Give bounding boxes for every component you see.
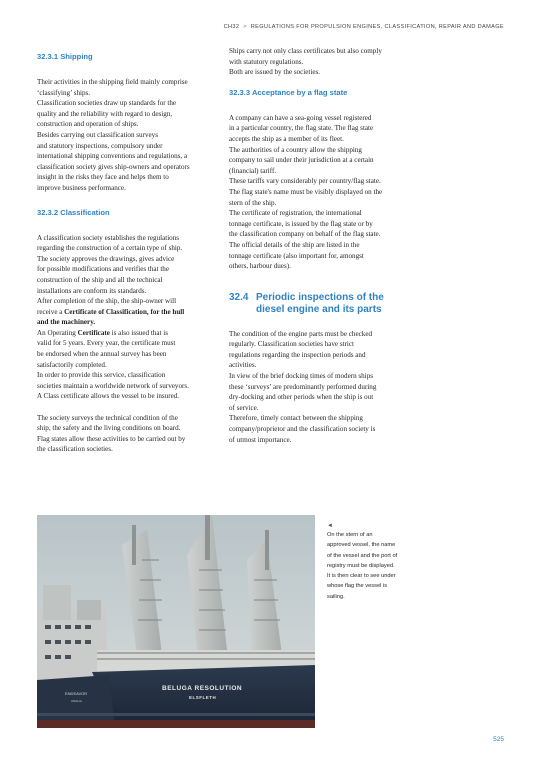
- page-number: 525: [493, 736, 504, 743]
- text-line: The condition of the engine parts must be checked: [229, 329, 373, 338]
- flag-state-paragraph: [229, 113, 422, 272]
- text-line: Flag states allow these activities to be carried out by: [37, 434, 186, 443]
- running-header: [104, 24, 504, 30]
- text-line: ‘classifying’ ships.: [37, 88, 91, 97]
- text-line: be endorsed when the annual survey has been: [37, 350, 167, 359]
- certificate-term: Certificate: [77, 328, 110, 337]
- text-line: stern of the ship.: [229, 198, 277, 207]
- text-line: Therefore, timely contact between the shipping: [229, 414, 363, 423]
- header-separator: >: [243, 24, 247, 30]
- chapter-title: REGULATIONS FOR PROPULSION ENGINES, CLASSIFICATION, REPAIR AND DAMAGE: [250, 24, 504, 30]
- heading-line: diesel engine and its parts: [256, 303, 382, 315]
- caption-line: registry must be displayed.: [327, 562, 395, 569]
- caption-line: whose flag the vessel is: [327, 583, 388, 590]
- caption-line: of the vessel and the port of: [327, 552, 398, 559]
- text-line: The authorities of a country allow the shipping: [229, 145, 362, 154]
- text-line: of service.: [229, 403, 259, 412]
- section-heading-shipping: 32.3.1 Shipping: [37, 52, 93, 61]
- text-line: (financial) tariff.: [229, 166, 277, 175]
- text-line: and statutory inspections, compulsory under: [37, 141, 163, 150]
- shipping-paragraph: [37, 77, 230, 194]
- text-line: company to sail under their jurisdiction at a certain: [229, 156, 374, 165]
- certificate-of-classification-term: Certificate of Classification, for the hull: [64, 307, 185, 316]
- text-line: quality and the reliability with regard to design,: [37, 109, 173, 118]
- text-line: Besides carrying out classification surveys: [37, 130, 158, 139]
- text-line: installations are conform its standards.: [37, 286, 147, 295]
- caption-line: sailing.: [327, 593, 345, 600]
- neighbour-ship-sub: ANGLIA: [71, 699, 83, 703]
- port-of-registry-painted: ELSFLETH: [189, 695, 217, 700]
- classification-paragraph: [37, 233, 230, 455]
- text-line: The society approves the drawings, gives advice: [37, 254, 175, 263]
- text-line: tonnage certificate, is issued by the flag state or by: [229, 219, 373, 228]
- text-line: Both are issued by the societies.: [229, 68, 321, 77]
- caption-line: On the stern of an: [327, 532, 373, 538]
- text-line: construction and operation of ships.: [37, 120, 139, 129]
- text-line: accepts the ship as a member of its fleet.: [229, 134, 344, 143]
- caption-arrow-icon: ◄: [327, 523, 333, 529]
- text-line: others, harbour dues).: [229, 262, 291, 271]
- section-heading-classification: 32.3.2 Classification: [37, 207, 110, 217]
- section-heading-periodic-inspections: [229, 292, 422, 316]
- text-line: The society surveys the technical condition of the: [37, 413, 178, 422]
- text-line: tonnage certificate (also important for, amongst: [229, 251, 364, 260]
- text-line: of utmost importance.: [229, 435, 292, 444]
- text-line: In view of the brief docking times of modern ships: [229, 372, 374, 381]
- intro-paragraph: [229, 46, 422, 78]
- text-line: [37, 328, 230, 339]
- text-line: [37, 307, 230, 318]
- right-column: [229, 47, 422, 445]
- text-line: Their activities in the shipping field mainly comprise: [37, 78, 188, 86]
- text-line: These tariffs vary considerably per country/flag state.: [229, 177, 381, 186]
- text-run: is also issued that is: [109, 328, 169, 337]
- text-line: societies maintain a worldwide network of surveyors.: [37, 381, 189, 390]
- text-line: A company can have a sea-going vessel registered: [229, 113, 372, 122]
- inspections-paragraph: [229, 329, 422, 446]
- text-line: in a particular country, the flag state. The flag state: [229, 124, 374, 133]
- text-line: regarding the construction of a certain type of ship.: [37, 244, 183, 253]
- text-line: In order to provide this service, classification: [37, 371, 166, 380]
- text-line: improve business performance.: [37, 183, 126, 192]
- photo-caption: [327, 522, 427, 602]
- text-line: valid for 5 years. Every year, the certificate must: [37, 339, 176, 348]
- text-line: the classification company on behalf of the flag state.: [229, 230, 381, 239]
- text-line: classification society gives ship-owners and operators: [37, 162, 190, 171]
- text-line: A classification society establishes the regulations: [37, 233, 180, 242]
- text-line: construction of the ship and all the technical: [37, 275, 163, 284]
- ship-name-painted: BELUGA RESOLUTION: [162, 685, 243, 692]
- text-line: company/proprietor and the classification society is: [229, 425, 376, 434]
- text-line: The flag state's name must be visibly displayed on the: [229, 187, 383, 196]
- text-line: the classification societies.: [37, 445, 113, 454]
- caption-line: approved vessel, the name: [327, 542, 396, 549]
- text-line: The certificate of registration, the international: [229, 209, 362, 218]
- text-line: for possible modifications and verifies that the: [37, 265, 169, 274]
- hull-machinery-term: and the machinery.: [37, 318, 96, 327]
- text-line: with statutory regulations.: [229, 57, 304, 66]
- text-line: ship, the safety and the living conditions on board.: [37, 424, 181, 433]
- text-line: After completion of the ship, the ship-owner will: [37, 297, 177, 306]
- neighbour-ship-name: ENDEAVOR: [65, 691, 88, 696]
- ship-stern-photo: [37, 515, 315, 728]
- text-line: dry-docking and other periods when the ship is out: [229, 393, 374, 402]
- text-line: these ‘surveys’ are predominantly performed during: [229, 382, 377, 391]
- text-line: regularly. Classification societies have strict: [229, 340, 355, 349]
- text-line: insight in the risks they face and helps them to: [37, 173, 169, 182]
- text-line: [37, 317, 230, 328]
- text-run: receive a: [37, 307, 65, 316]
- text-line: international shipping conventions and regulations, a: [37, 152, 188, 161]
- text-line: Classification societies draw up standards for the: [37, 99, 177, 108]
- heading-line: Periodic inspections of the: [256, 291, 384, 303]
- chapter-number: CH32: [223, 24, 240, 30]
- text-line: The official details of the ship are listed in the: [229, 240, 360, 249]
- caption-line: It is then clear to see under: [327, 573, 396, 580]
- text-line: activities.: [229, 361, 257, 370]
- section-number: 32.4: [229, 291, 249, 303]
- text-line: A Class certificate allows the vessel to be insured.: [37, 392, 180, 401]
- text-line: regulations regarding the inspection periods and: [229, 350, 366, 359]
- left-column: [37, 52, 230, 455]
- section-heading-flag-state: 32.3.3 Acceptance by a flag state: [229, 87, 348, 97]
- text-run: An Operating: [37, 328, 78, 337]
- text-line: Ships carry not only class certificates but also comply: [229, 47, 382, 55]
- text-line: satisfactorily completed.: [37, 360, 107, 369]
